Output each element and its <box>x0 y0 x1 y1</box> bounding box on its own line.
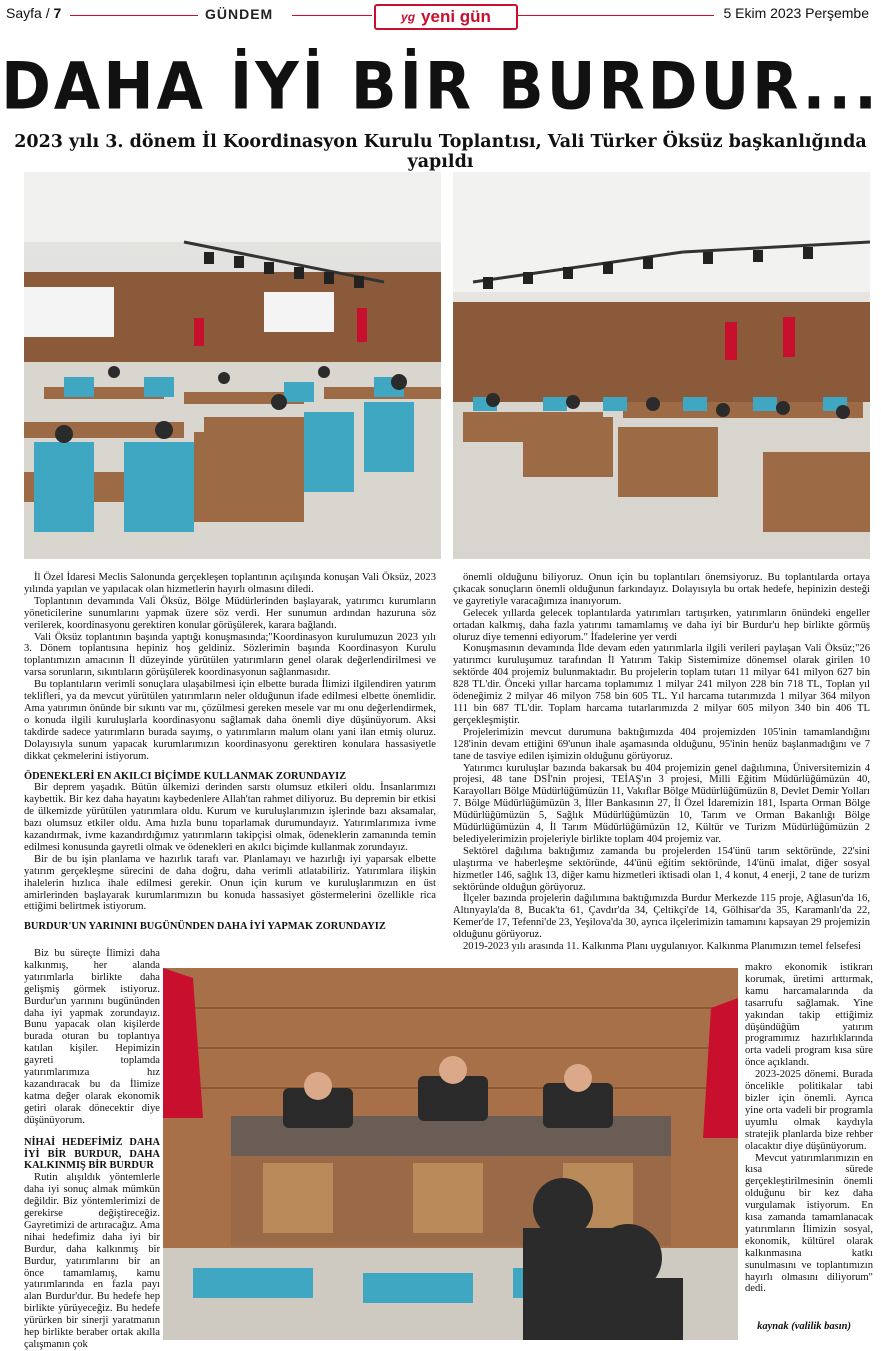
meeting-photo-left <box>24 172 441 559</box>
logo-text: yeni gün <box>421 7 491 26</box>
header-rule <box>70 15 198 16</box>
subheadline: 2023 yılı 3. dönem İl Koordinasyon Kurulu Toplantısı, Vali Türker Öksüz başkanlığında yapıldı <box>14 132 867 172</box>
paragraph: Bir de bu işin planlama ve hazırlık tarafı var. Planlamayı ve hazırlığı iyi yaparsak elbette yatırım gerçekleşme sürecini de daha doğru, daha verimli atlatabiliriz. Yatırımlara ilişkin ihalelerin hızlıca ihale edilmesi gerekir. Onun için kurum ve kuruluşlarımızın en üst amirlerinden başlayarak kurumlarımızın bu konuda hassasiyet göstermelerini özellikle rica ettiğimi belirtmek istiyorum. <box>24 853 436 913</box>
article-column-3-narrow <box>745 962 873 1295</box>
paragraph: 2019-2023 yılı arasında 11. Kalkınma Planı uygulanıyor. Kalkınma Planımızın temel felsefesi <box>463 941 861 953</box>
paragraph: Vali Öksüz toplantının başında yaptığı konuşmasında;"Koordinasyon kurulumuzun 2023 yılı 3. Dönem toplantısına hepiniz hoş geldiniz. Sözlerimin başında Koordinasyon Kurulu toplantımızın amacının İl düzeyinde yürütülen yatırımların genel olarak değerlendirilmesi ve varsa sorunların, sıkıntıların görüşülerek koordinasyonun sağlanmasıdır. <box>24 631 436 679</box>
header-rule <box>292 15 372 16</box>
newspaper-logo <box>374 4 518 30</box>
meeting-photo-main <box>163 968 738 1340</box>
article-column-2 <box>453 572 870 953</box>
article-column-1-narrow <box>24 948 160 1351</box>
article-column-1 <box>24 572 436 933</box>
paragraph: 2023-2025 dönemi. Burada öncelikle politikalar tabi bizler için önemli. Ayrıca yine orta vadeli bir programla uyumlu olmak kaydıyla stratejik planlarda bize rehber olacaktır diye düşünüyorum. <box>745 1069 873 1152</box>
section-heading: BURDUR'UN YARININI BUGÜNÜNDEN DAHA İYİ YAPMAK ZORUNDAYIZ <box>24 921 386 933</box>
meeting-hall-image <box>453 172 870 559</box>
paragraph: İlçeler bazında projelerin dağılımına baktığımızda Burdur Merkezde 115 proje, Ağlasun'da 16, Altınyayla'da 8, Bucak'ta 61, Çavdır'da 34, Çeltikçi'de 14, Gölhisar'da 35, Karamanlı'da 22, Kemer'de 17, Tefenni'de 23, Yeşilova'da 30, ayrıca ilçelerimizin tamamını kapsayan 29 projemizin olduğunu görüyoruz. <box>453 893 870 941</box>
page-number: Sayfa / 7 <box>6 5 62 21</box>
section-heading: NİHAİ HEDEFİMİZ DAHA İYİ BİR BURDUR, DAHA KALKINMIŞ BİR BURDUR <box>24 1136 160 1172</box>
section-heading: ÖDENEKLERİ EN AKILCI BİÇİMDE KULLANMAK ZORUNDAYIZ <box>24 770 347 782</box>
paragraph: Biz bu süreçte İlimizi daha kalkınmış, her alanda yatırımlarla birlikte daha gelişmiş görmek istiyoruz. Burdur'un yarınını bugününden daha iyi yapmak zorundayız. Bunu yapacak olan kişilerde burada oturan bu toplantıya katılan kişiler. Hepimizin gayreti toplamda yatırımlarımıza hız kazandıracak bu da İlimize katma değer olarak ekonomik getiri olarak dönecektir diye düşünüyorum. <box>24 948 160 1126</box>
paragraph: önemli olduğunu biliyoruz. Onun için bu toplantıları önemsiyoruz. Bu toplantılarda ortaya çıkacak sonuçların önemli olduğunun farkındayız. Dolayısıyla bu ortak hedefe, hepinizin desteği ve gayretiyle varacağımıza inanıyorum. <box>453 572 870 607</box>
paragraph: Mevcut yatırımlarımızın en kısa sürede gerçekleştirilmesinin önemli olduğunu bir kez daha vurgulamak istiyorum. En kısa zamanda tamamlanacak yatırımların İlimizin sosyal, ekonomik, kültürel olarak kalkınmasına katkı sunulmasını ve toplantımızın hayırlı olmasını diliyorum" dedi. <box>745 1152 873 1295</box>
paragraph: Gelecek yıllarda gelecek toplantılarda yatırımları tartışırken, yatırımların önündeki engeller ortadan kalkmış, daha fazla yatırımı tamamlamış ve daha iyi bir Burdur'u hep birlikte görmüş oluruz diye temenni ediyorum." İfadelerine yer verdi <box>453 607 870 643</box>
paragraph: Projelerimizin mevcut durumuna baktığımızda 404 projemizden 105'inin tamamlandığını 128'inin devam ettiğini 69'unun ihale aşamasında olduğunu, 95'inin henüz başlanmadığını ve 7 tane de tasviye edilen işimizin olduğunu görüyoruz. <box>453 726 870 762</box>
paragraph: Bu toplantıların verimli sonuçlara ulaşabilmesi için elbette burada İlimizi ilgilendiren yatırım teklifleri, ya da mevcut yürütülen yatırımların neler olduğunun ifade edilmesi elbette önemlidir. Ama yatırımın önünde bir sıkıntı var mı, çözülmesi gereken mesele var mı onu değerlendirmek, o konuda ilgili kuruluşlarla koordinasyonu sağlamak daha önemli diye düşünüyorum. Aksi takdirde sadece yatırımların burada sayımş, o yatırımların malum olanı yani ilan etmiş oluruz. Dolayısıyla sunum yapacak kurumlarımızın koordinasyonu gerektiren konulara hassasiyetle dikkat çekmelerini istiyorum. <box>24 679 436 762</box>
page-header <box>0 0 881 30</box>
issue-date: 5 Ekim 2023 Perşembe <box>723 5 869 21</box>
paragraph: Yatırımcı kuruluşlar bazında bakarsak bu 404 projemizin genel dağılımına, Üniversitemizin 4 projesi, 48 tane DSİ'nin projesi, TEİAŞ'ın 3 projesi, Milli Eğitim Müdürlüğümüzün 40, Karayolları Bölge Müdürlüğümüzün 11, Vakıflar Bölge Müdürlüğümüzün 8, Devlet Demir Yolları 7. Bölge Müdürlüğümüzün 3, İller Bankasının 27, İl Özel İdaremizin 181, Isparta Orman Bölge Müdürlüğümüzün 5, Sağlık Müdürlüğümüzün 10, Tarım ve Orman Bakanlığı Bölge Müdürlüğümüzün 4, İl Tarım Müdürlüğümüzün 12, Kültür ve Turizm Müdürlüğümüzün 2 belediyelerimizin projeleriyle birlikte toplam 404 projemiz var. <box>453 762 870 845</box>
photo-credit: kaynak (valilik basın) <box>757 1321 851 1332</box>
paragraph: Rutin alışıldık yöntemlerle daha iyi sonuç almak mümkün değildir. Biz yöntemlerimizi de gerekirse değiştireceğiz. Gayretimizi de artıracağız. Ama nihai hedefimiz daha iyi bir Burdur, daha kalkınmış bir Burdur, yatırımlarını bir an önce tamamlamış, kamu yatırımlarında en fazla payı alan Burdur'dur. Bu hedefe hep birlikte yürüyeceğiz. Bu hedefe yürürken bir sinerji yaratmanın hep birlikte beraber ortak akılla çalışmanın çok <box>24 1172 160 1350</box>
dais-image <box>163 968 738 1340</box>
paragraph: İl Özel İdaresi Meclis Salonunda gerçekleşen toplantının açılışında konuşan Vali Öksüz, 2023 yılında yapılan ve yapılacak olan hizmetlerin hayırlı olmasını diledi. <box>24 572 436 595</box>
meeting-hall-image <box>24 172 441 559</box>
headline: DAHA İYİ BİR BURDUR... <box>1 49 880 125</box>
paragraph: makro ekonomik istikrarı korumak, üretimi arttırmak, kamu harcamalarında da tasarrufu sağlamak. Yine yakından takip ettiğimiz düşündüğüm yatırım programımız hazırlıklarında orta vadeli program kısa süre önce açıklandı. <box>745 962 873 1069</box>
header-rule <box>518 15 714 16</box>
paragraph: Konuşmasının devamında İlde devam eden yatırımlarla ilgili verileri paylaşan Vali Öksüz;"26 yatırımcı kuruluşumuz tarafından İl Yatırım Takip Sistemimize dönemsel olarak girilen 10 sektörde 404 projemiz bulunmaktadır. Bu projelerin toplam tutarı 11 milyar 641 milyon 627 bin 828 TL'dir. Önceki yıllar harcama toplamımız 1 milyar 241 milyon 228 bin 718 TL, Toplan yıl ödeneğimiz 2 milyar 46 milyon 758 bin 605 TL. Yıl harcama tutarımızda 1 milyar 364 milyon 111 bin 687 TL'dir. Toplam harcama tutarlarımızda 2 milyar 605 milyon 340 bin 406 TL gerçekleşmiştir. <box>453 643 870 726</box>
logo-mark: yg <box>401 10 416 24</box>
paragraph: Toplantının devamında Vali Öksüz, Bölge Müdürlerinden başlayarak, yatırımcı kurumların yöneticilerine sunumlarını yapmak üzere söz verdi. Her sunumun ardından hazuruna söz verilerek, koordinasyonu gerektiren konular görüşülerek, karara bağlandı. <box>24 595 436 631</box>
paragraph: Sektörel dağılıma baktığımız zamanda bu projelerden 154'ünü tarım sektöründe, 22'sini ulaştırma ve haberleşme sektöründe, 44'ünü eğitim sektöründe, 14'ünü imalat, diğer sosyal hizmetler 146, sağlık 13, diğer kamu hizmetleri iktisadi olan 1, 4 konut, 4 enerji, 2 tane de turizm sektöründe olduğun görüyoruz. <box>453 845 870 893</box>
paragraph: Bir deprem yaşadık. Bütün ülkemizi derinden sarstı olumsuz etkileri oldu. İnsanlarımızı kaybettik. Bir kez daha hayatını kaybedenlere Allah'tan rahmet diliyoruz. Bu depremin bir etkisi de ülkemizde yürütülen yatırımlara oldu. Kurum ve kuruluşlarımızın işlerinde bazı aksamalar, bazı olumsuz etkiler oldu. Ama hızla bunu toparlamak durumundayız. Yatırımlarımıza ivme kazandırmak, ivme kazandırdığımız yatırımların takipçisi olmak, ödeneklerin zamanında temin edilmesi konusunda gayretli olmak ve ödenekleri en akılcı biçimde kullanmak zorundayız. <box>24 782 436 853</box>
section-name: GÜNDEM <box>205 6 274 22</box>
meeting-photo-right <box>453 172 870 559</box>
